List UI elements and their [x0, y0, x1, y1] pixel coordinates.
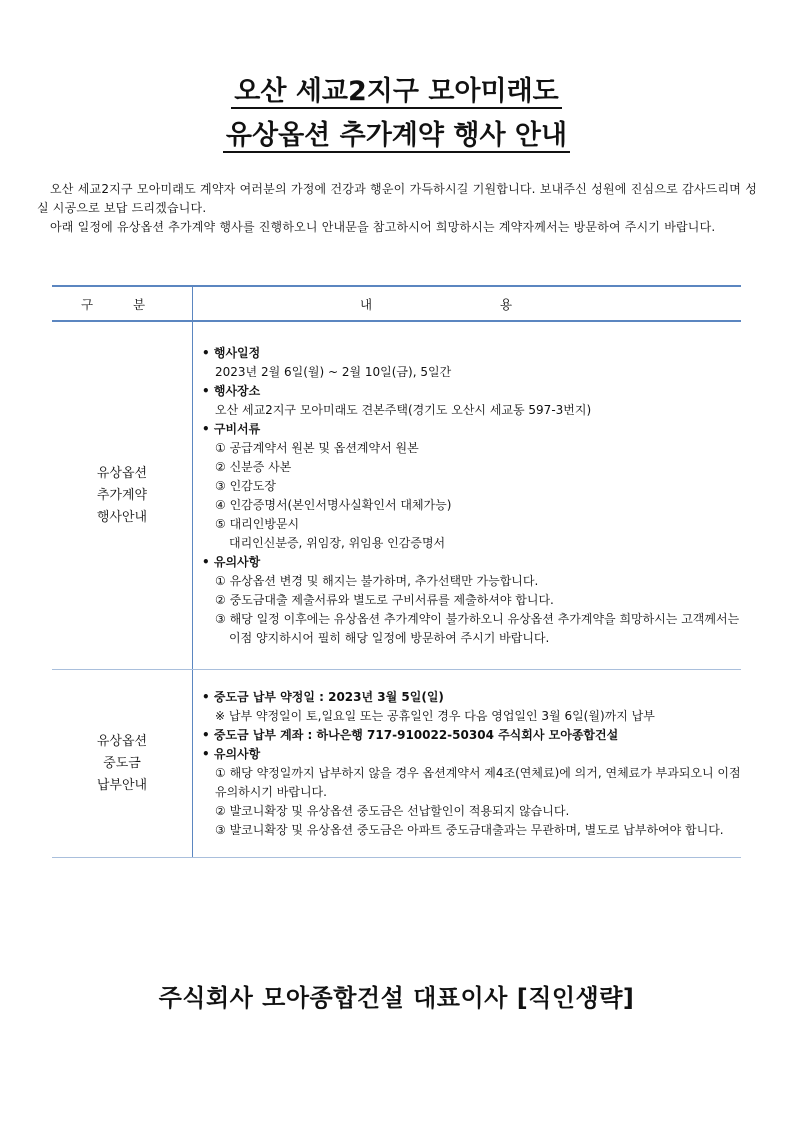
footer-signature: 주식회사 모아종합건설 대표이사 [직인생략] — [158, 984, 635, 1012]
title-line-2: 유상옵션 추가계약 행사 안내 — [0, 117, 793, 155]
doc-item: ④ 인감증명서(본인서명사실확인서 대체가능) — [215, 497, 452, 512]
note-item: ② 발코니확장 및 유상옵션 중도금은 선납할인이 적용되지 않습니다. — [215, 803, 570, 818]
intro-text — [37, 180, 757, 237]
header-category: 구 분 — [52, 286, 193, 321]
intro-paragraph-1: 오산 세교2지구 모아미래도 계약자 여러분의 가정에 건강과 행운이 가득하시길 기원합니다. 보내주신 성원에 진심으로 감사드리며 성실 시공으로 보답 드리겠습니다. — [37, 182, 757, 215]
schedule-heading: • 행사일정 — [202, 344, 741, 363]
doc-item: ③ 인감도장 — [215, 478, 276, 493]
venue-heading: • 행사장소 — [202, 382, 741, 401]
due-date: • 중도금 납부 약정일 : 2023년 3월 5일(일) — [202, 688, 741, 707]
docs-heading: • 구비서류 — [202, 420, 741, 439]
note-item: ① 유상옵션 변경 및 해지는 불가하며, 추가선택만 가능합니다. — [215, 573, 539, 588]
info-table — [52, 285, 741, 858]
notes-heading: • 유의사항 — [202, 553, 741, 572]
note-item: ③ 발코니확장 및 유상옵션 중도금은 아파트 중도금대출과는 무관하며, 별도로 납부하여야 합니다. — [215, 822, 724, 837]
row1-category: 유상옵션 추가계약 행사안내 — [52, 321, 193, 670]
note-item: ③ 해당 일정 이후에는 유상옵션 추가계약이 불가하오니 유상옵션 추가계약을 희망하시는 고객께서는 이점 양지하시어 필히 해당 일정에 방문하여 주시기 바랍니다. — [215, 611, 740, 645]
due-note: ※ 납부 약정일이 토,일요일 또는 공휴일인 경우 다음 영업일인 3월 6일(월)까지 납부 — [215, 708, 655, 723]
title-line-1: 오산 세교2지구 모아미래도 — [0, 73, 793, 111]
intro-paragraph-2: 아래 일정에 유상옵션 추가계약 행사를 진행하오니 안내문을 참고하시어 희망하시는 계약자께서는 방문하여 주시기 바랍니다. — [50, 220, 716, 234]
doc-proxy-detail: 대리인신분증, 위임장, 위임용 인감증명서 — [229, 535, 446, 550]
doc-item: ① 공급계약서 원본 및 옵션계약서 원본 — [215, 440, 419, 455]
table-row — [52, 670, 741, 858]
doc-item: ② 신분증 사본 — [215, 459, 292, 474]
note-item: ① 해당 약정일까지 납부하지 않을 경우 옵션계약서 제4조(연체료)에 의거, 연체료가 부과되오니 이점 유의하시기 바랍니다. — [215, 765, 741, 799]
doc-item: ⑤ 대리인방문시 — [215, 516, 300, 531]
notes-heading: • 유의사항 — [202, 745, 741, 764]
table-row — [52, 321, 741, 670]
note-item: ② 중도금대출 제출서류와 별도로 구비서류를 제출하셔야 합니다. — [215, 592, 554, 607]
row1-content — [193, 321, 742, 670]
venue-value: 오산 세교2지구 모아미래도 견본주택(경기도 오산시 세교동 597-3번지) — [215, 402, 592, 417]
row2-content — [193, 670, 742, 858]
header-content: 내 용 — [193, 286, 742, 321]
schedule-value: 2023년 2월 6일(월) ~ 2월 10일(금), 5일간 — [215, 364, 452, 379]
payment-account: • 중도금 납부 계좌 : 하나은행 717-910022-50304 주식회사 모아종합건설 — [202, 726, 741, 745]
row2-category: 유상옵션 중도금 납부안내 — [52, 670, 193, 858]
